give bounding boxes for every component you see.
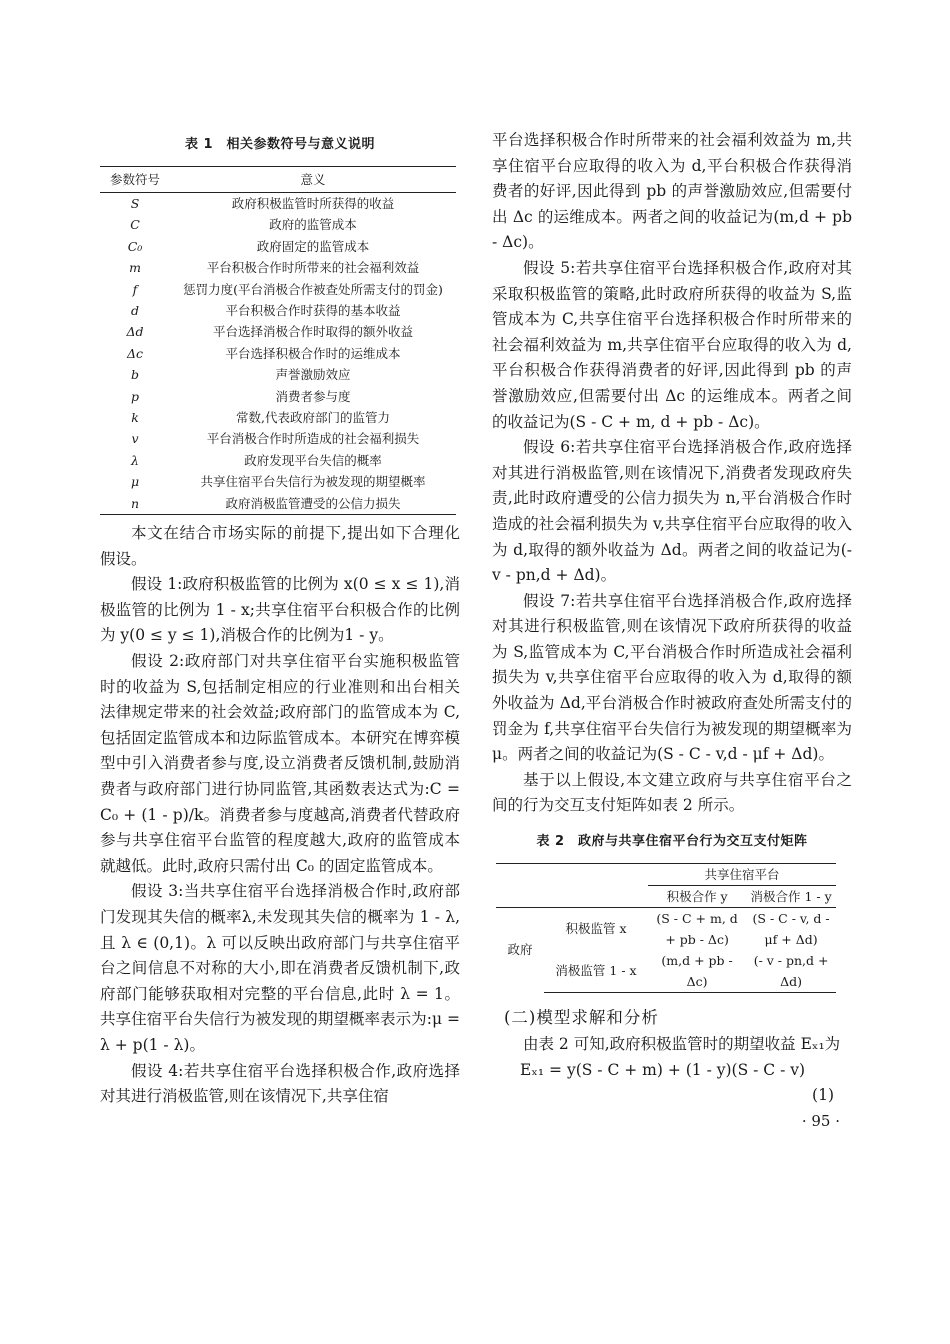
- left-paragraph: 假设 2:政府部门对共享住宿平台实施积极监管时的收益为 S,包括制定相应的行业准则和出台相关法律规定带来的社会效益;政府部门的监管成本为 C,包括固定监管成本和边际监管成本。本研究在博弈模型中引入消费者参与度,设立消费者反馈机制,鼓励消费者与政府部门进行协同监管,其函数表达式为:C = C₀ + (1 - p)/k。消费者参与度越高,消费者代替政府参与共享住宿平台监管的程度越大,政府的监管成本就越低。此时,政府只需付出 C₀ 的固定监管成本。: [100, 652, 460, 875]
- param-meaning: 平台选择积极合作时的运维成本: [225, 345, 401, 361]
- table-row: [100, 257, 456, 278]
- param-meaning: 平台消极合作时所造成的社会福利损失: [206, 431, 420, 447]
- table-row: [100, 300, 456, 321]
- param-symbol: C₀: [127, 238, 143, 254]
- param-symbol: v: [131, 431, 139, 447]
- param-symbol: S: [130, 196, 140, 211]
- param-meaning: 政府的监管成本: [269, 217, 357, 233]
- param-meaning: 政府消极监管遭受的公信力损失: [170, 493, 456, 515]
- param-meaning: 共享住宿平台失信行为被发现的期望概率: [200, 474, 426, 490]
- param-meaning: 政府固定的监管成本: [256, 238, 370, 254]
- table-row: [100, 493, 456, 515]
- param-symbol: f: [132, 281, 138, 297]
- param-symbol: k: [131, 410, 139, 426]
- row-active-label: 积极监管 x: [565, 921, 627, 937]
- left-paragraph: 假设 3:当共享住宿平台选择消极合作时,政府部门发现其失信的概率λ,未发现其失信的概率为 1 - λ,且 λ ∈ (0,1)。λ 可以反映出政府部门与共享住宿平台之间信息不对称的大小,即在消费者反馈机制下,政府部门能够获取相对完整的平台信息,此时 λ = 1。共享住宿平台失信行为被发现的期望概率表示为:μ = λ + p(1 - λ)。: [100, 882, 460, 1054]
- param-symbol: λ: [131, 452, 139, 468]
- page-number: · 95 ·: [801, 1112, 840, 1130]
- table1-header-symbol: 参数符号: [100, 166, 170, 192]
- param-meaning: 平台积极合作时获得的基本收益: [225, 303, 401, 319]
- param-meaning: 消费者参与度: [275, 388, 351, 404]
- section-title: (二)模型求解和分析: [504, 1007, 659, 1027]
- table1-header-meaning: 意义: [170, 166, 456, 192]
- platform-header: 共享住宿平台: [648, 863, 836, 885]
- section-intro: 由表 2 可知,政府积极监管时的期望收益 Eₓ₁为: [523, 1035, 841, 1054]
- param-symbol: Δc: [126, 345, 144, 361]
- param-meaning: 声誉激励效应: [275, 367, 351, 383]
- formula-1: Eₓ₁ = y(S - C + m) + (1 - y)(S - C - v): [520, 1060, 806, 1079]
- param-meaning: 平台选择消极合作时取得的额外收益: [212, 324, 413, 340]
- table-row: [100, 193, 456, 215]
- table-row: [100, 236, 456, 257]
- col-positive-header: 积极合作 y: [648, 885, 746, 907]
- table-row: [100, 214, 456, 235]
- param-meaning: 政府积极监管时所获得的收益: [231, 196, 395, 211]
- table-row: [100, 364, 456, 385]
- param-symbol: μ: [130, 474, 140, 490]
- param-symbol: n: [100, 493, 170, 515]
- table1-caption: 表 1 相关参数符号与意义说明: [184, 137, 376, 152]
- table-row: [100, 407, 456, 428]
- cell-active-negative: (S - C - v, d - μf + Δd): [752, 910, 830, 947]
- table-row: [100, 343, 456, 364]
- table1-body: [100, 193, 456, 515]
- param-symbol: d: [130, 303, 139, 319]
- param-meaning: 政府发现平台失信的概率: [244, 452, 382, 468]
- left-paragraph: 假设 4:若共享住宿平台选择积极合作,政府选择对其进行消极监管,则在该情况下,共享住宿: [100, 1061, 460, 1106]
- left-paragraph: 本文在结合市场实际的前提下,提出如下合理化假设。: [100, 524, 460, 568]
- param-meaning: 常数,代表政府部门的监管力: [236, 410, 390, 426]
- cell-passive-positive: (m,d + pb - Δc): [648, 950, 746, 993]
- table-row: [100, 386, 456, 407]
- table2-caption: 表 2 政府与共享住宿平台行为交互支付矩阵: [536, 834, 808, 850]
- right-paragraph: 假设 6:若共享住宿平台选择消极合作,政府选择对其进行消极监管,则在该情况下,消费者发现政府失责,此时政府遭受的公信力损失为 n,平台消极合作时造成的社会福利损失为 v,共享住宿平台应取得的收入为 d,取得的额外收益为 Δd。两者之间的收益记为(- v - pn,d + Δd)。: [492, 438, 852, 585]
- gov-label: 政府: [507, 942, 533, 958]
- table-row: [100, 279, 456, 300]
- equation-number: (1): [812, 1086, 834, 1105]
- right-column: [492, 128, 852, 1135]
- col-negative-header: 消极合作 1 - y: [746, 885, 836, 907]
- right-paragraph: 基于以上假设,本文建立政府与共享住宿平台之间的行为交互支付矩阵如表 2 所示。: [492, 770, 852, 815]
- right-paragraph: 平台选择积极合作时所带来的社会福利效益为 m,共享住宿平台应取得的收入为 d,平台积极合作获得消费者的好评,因此得到 pb 的声誉激励效应,但需要付出 Δc 的运维成本。两者之间的收益记为(m,d + pb - Δc)。: [492, 131, 852, 252]
- param-symbol: C: [130, 217, 140, 233]
- param-symbol: m: [129, 260, 141, 276]
- parameter-table: [100, 166, 456, 516]
- param-meaning: 惩罚力度(平台消极合作被查处所需支付的罚金): [183, 281, 443, 297]
- left-paragraph: 假设 1:政府积极监管的比例为 x(0 ≤ x ≤ 1),消极监管的比例为 1 - x;共享住宿平台积极合作的比例为 y(0 ≤ y ≤ 1),消极合作的比例为1 - y。: [100, 575, 460, 645]
- param-symbol: Δd: [126, 324, 144, 340]
- cell-active-positive: (S - C + m, d + pb - Δc): [656, 910, 738, 947]
- right-paragraph: 假设 7:若共享住宿平台选择消极合作,政府选择对其进行积极监管,则在该情况下政府所获得的收益为 S,监管成本为 C,平台消极合作时所造成社会福利损失为 v,共享住宿平台应取得的收入为 d,取得的额外收益为 Δd,平台消极合作时被政府查处所需支付的罚金为 f,共享住宿平台失信行为被发现的期望概率为 μ。两者之间的收益记为(S - C - v,d - μf + Δd)。: [492, 591, 852, 764]
- param-symbol: p: [130, 388, 139, 404]
- param-symbol: b: [130, 367, 139, 383]
- row-passive-label: 消极监管 1 - x: [544, 950, 648, 993]
- table-row: [100, 428, 456, 449]
- payoff-matrix: [496, 863, 836, 993]
- left-column: [100, 128, 460, 1110]
- param-meaning: 平台积极合作时所带来的社会福利效益: [206, 260, 420, 276]
- table-row: [100, 471, 456, 492]
- right-paragraph: 假设 5:若共享住宿平台选择积极合作,政府对其采取积极监管的策略,此时政府所获得的收益为 S,监管成本为 C,共享住宿平台选择积极合作时所带来的社会福利效益为 m,共享住宿平台应取得的收入为 d,平台积极合作获得消费者的好评,因此得到 pb 的声誉激励效应,但需要付出 Δc 的运维成本。两者之间的收益记为(S - C + m, d + pb - Δc)。: [492, 258, 852, 431]
- table-row: [100, 321, 456, 342]
- table-row: [100, 450, 456, 471]
- cell-passive-negative: (- v - pn,d + Δd): [746, 950, 836, 993]
